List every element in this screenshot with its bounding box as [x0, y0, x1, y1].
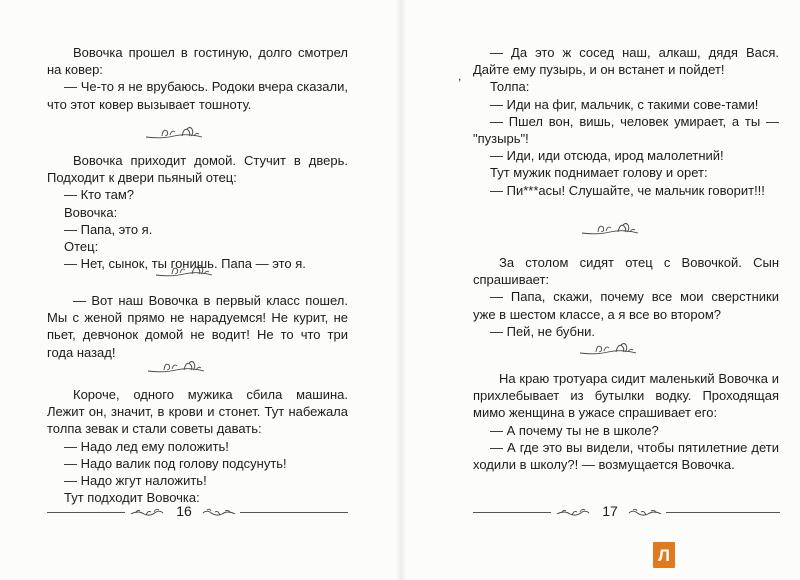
text-block-3: [47, 292, 348, 361]
paragraph: — Надо валик под голову подсунуть!: [64, 455, 287, 471]
paragraph: Тут подходит Вовочка:: [64, 490, 200, 506]
paragraph: Толпа:: [490, 79, 530, 95]
leaf-ornament-icon: [202, 506, 236, 520]
paragraph: Тут мужик поднимает голову и орет:: [490, 165, 708, 181]
paragraph: — Надо жгут наложить!: [64, 473, 207, 489]
text-block-5: [473, 44, 779, 199]
paragraph: За столом сидят отец с Вовочкой. Сын спрашивает:: [473, 255, 779, 288]
footer-rule: [240, 512, 348, 513]
ornament-divider: [144, 124, 204, 142]
footer-rule: [47, 512, 125, 513]
paragraph: — Пей, не бубни.: [490, 323, 595, 339]
ornament-divider: [580, 220, 640, 238]
paragraph: Вовочка прошел в гостиную, долго смотрел на ковер:: [47, 45, 348, 78]
stray-mark: ,: [458, 69, 462, 83]
page-footer: [400, 498, 800, 528]
text-block-4: [47, 386, 348, 506]
publisher-logo-icon: [653, 542, 675, 568]
logo-letter: Л: [658, 546, 670, 565]
paragraph: На краю тротуара сидит маленький Вовочка и прихлебывает из бутылки водку. Проходящая мимо женщина в ужасе спрашивает его:: [473, 371, 779, 421]
page-number: 16: [176, 503, 192, 519]
ornament-divider: [146, 358, 206, 376]
paragraph: Отец:: [64, 239, 99, 255]
text-block-7: [473, 370, 779, 473]
text-block-6: [473, 254, 779, 340]
paragraph: — Папа, это я.: [64, 221, 153, 237]
paragraph: Вовочка:: [64, 204, 118, 220]
paragraph: Вовочка приходит домой. Стучит в дверь. Подходит к двери пьяный отец:: [47, 153, 348, 186]
leaf-ornament-icon: [130, 506, 164, 520]
paragraph: — Че-то я не врубаюсь. Родоки вчера сказали, что этот ковер вызывает тошноту.: [47, 79, 348, 112]
paragraph: — Пи***асы! Слушайте, че мальчик говорит!!!: [490, 182, 765, 198]
paragraph: — Пшел вон, вишь, человек умирает, а ты — "пузырь"!: [473, 113, 779, 147]
paragraph: — Надо лед ему положить!: [64, 438, 229, 454]
text-block-1: [47, 44, 348, 113]
paragraph: — Иди на фиг, мальчик, с такими сове-тами!: [490, 96, 759, 112]
paragraph: — Иди, иди отсюда, ирод малолетний!: [490, 148, 724, 164]
page-number: 17: [602, 503, 618, 519]
paragraph: — Вот наш Вовочка в первый класс пошел. Мы с женой прямо не нарадуемся! Не курит, не пьет, девчонок домой не водит! Не то что три года назад!: [47, 293, 348, 360]
leaf-ornament-icon: [628, 506, 662, 520]
footer-rule: [473, 512, 551, 513]
paragraph: Короче, одного мужика сбила машина. Лежит он, значит, в крови и стонет. Тут набежала толпа зевак и стали советы давать:: [47, 387, 348, 437]
paragraph: — Кто там?: [64, 187, 135, 203]
paragraph: — А почему ты не в школе?: [490, 422, 659, 438]
ornament-divider: [154, 262, 214, 280]
paragraph: — Нет, сынок, ты гонишь. Папа — это я.: [64, 256, 306, 272]
footer-rule: [666, 512, 780, 513]
ornament-divider: [578, 340, 638, 358]
leaf-ornament-icon: [556, 506, 590, 520]
paragraph: — Да это ж сосед наш, алкаш, дядя Вася. Дайте ему пузырь, и он встанет и пойдет!: [473, 45, 779, 78]
paragraph: — Папа, скажи, почему все мои сверстники уже в шестом классе, а я все во втором?: [473, 289, 779, 322]
page-footer: [0, 498, 400, 528]
paragraph: — А где это вы видели, чтобы пятилетние дети ходили в школу?! — возмущается Вовочка.: [473, 439, 779, 473]
text-block-2: [47, 152, 348, 272]
right-page: [400, 0, 800, 580]
